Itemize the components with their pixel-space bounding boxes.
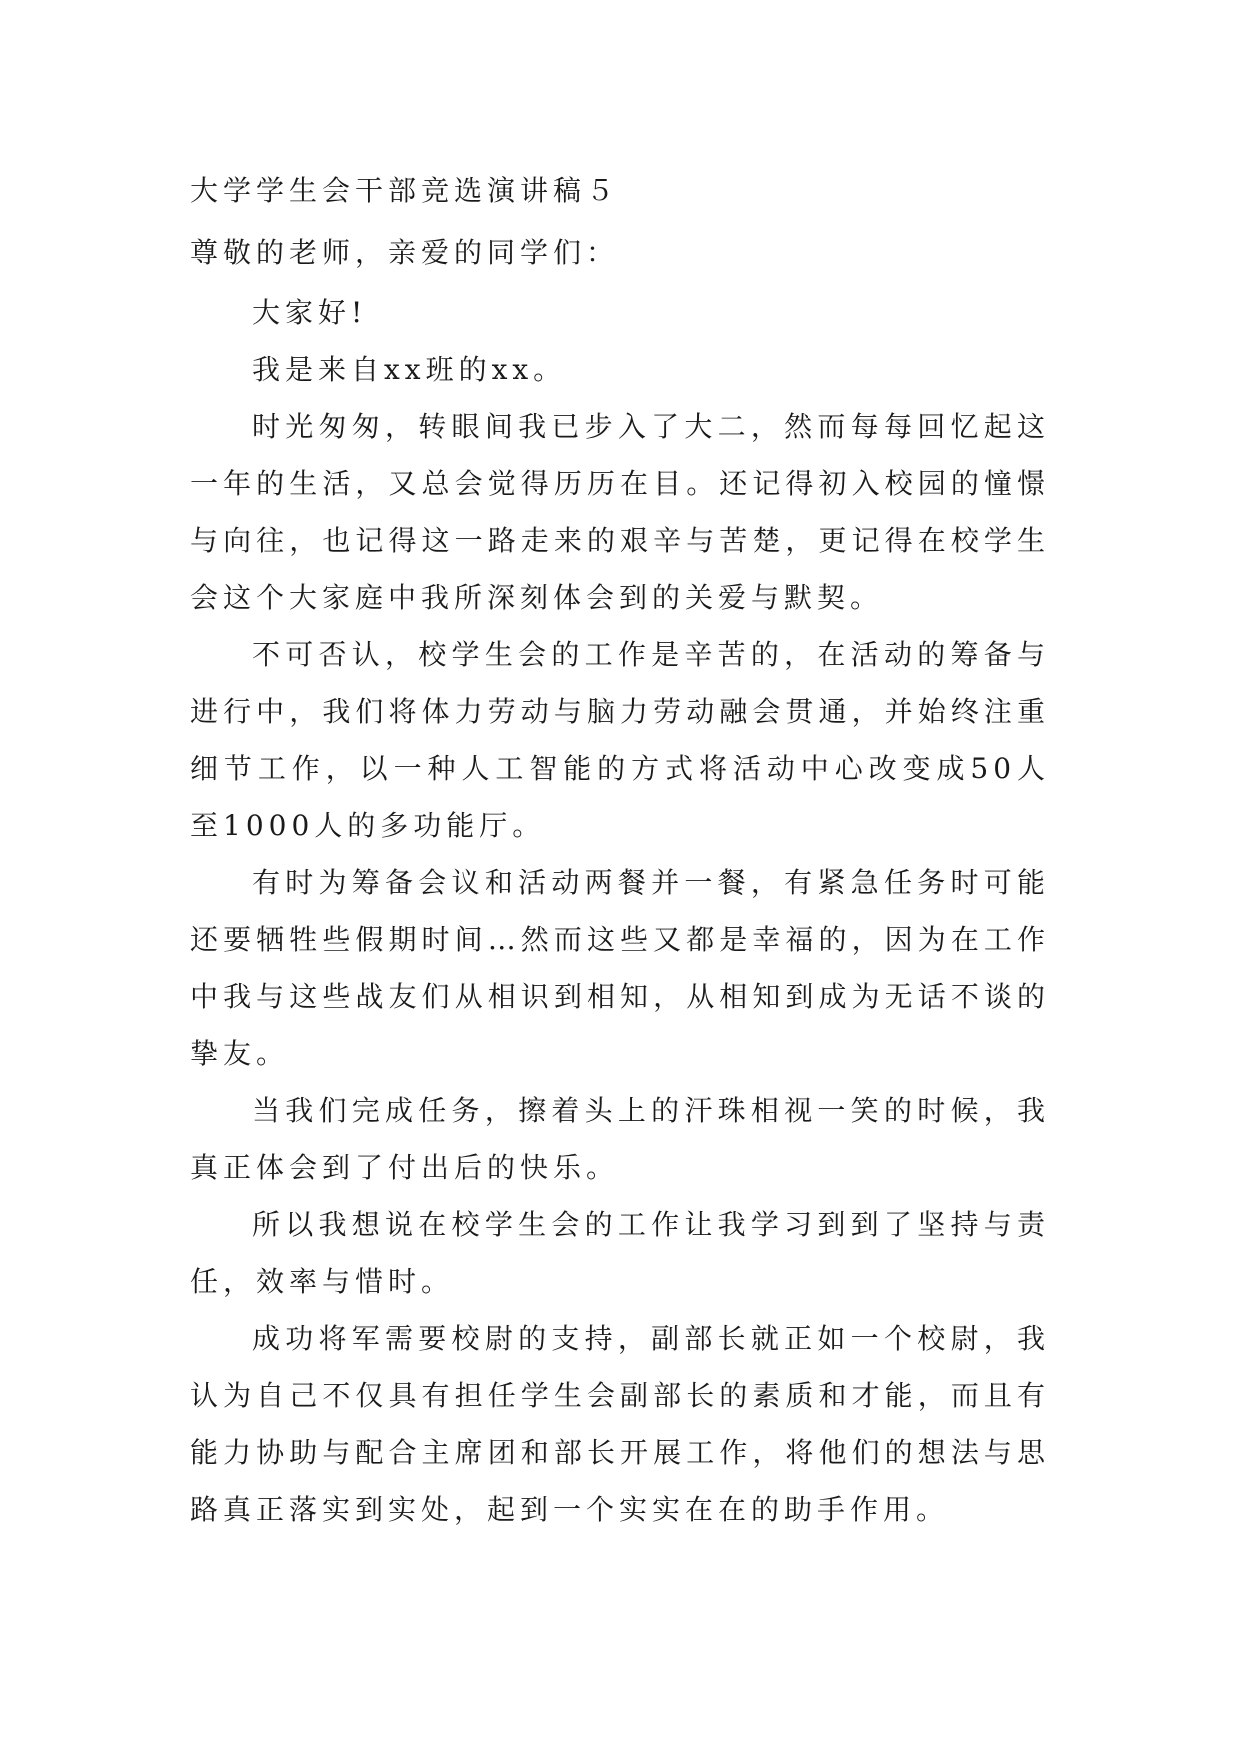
salutation: 尊敬的老师，亲爱的同学们： — [190, 236, 620, 269]
paragraph-happiness: 当我们完成任务，擦着头上的汗珠相视一笑的时候，我真正体会到了付出后的快乐。 — [190, 1094, 1050, 1184]
paragraph-memories: 时光匆匆，转眼间我已步入了大二，然而每每回忆起这一年的生活，又总会觉得历历在目。还记得初入校园的憧憬与向往，也记得这一路走来的艰辛与苦楚，更记得在校学生会这个大家庭中我所深刻体会到的关爱与默契。 — [190, 410, 1050, 614]
paragraph-lessons: 所以我想说在校学生会的工作让我学习到到了坚持与责任，效率与惜时。 — [190, 1208, 1050, 1298]
paragraph-qualification: 成功将军需要校尉的支持，副部长就正如一个校尉，我认为自己不仅具有担任学生会副部长的素质和才能，而且有能力协助与配合主席团和部长开展工作，将他们的想法与思路真正落实到实处，起到一个实实在在的助手作用。 — [190, 1322, 1050, 1526]
document-page — [190, 160, 1050, 1538]
document-title: 大学学生会干部竞选演讲稿５ — [190, 174, 620, 207]
paragraph-introduction: 我是来自xx班的xx。 — [252, 353, 567, 386]
paragraph-sacrifice: 有时为筹备会议和活动两餐并一餐，有紧急任务时可能还要牺牲些假期时间…然而这些又都是幸福的，因为在工作中我与这些战友们从相识到相知，从相知到成为无话不谈的挚友。 — [190, 866, 1050, 1070]
paragraph-greeting: 大家好! — [252, 296, 368, 329]
paragraph-hard-work: 不可否认，校学生会的工作是辛苦的，在活动的筹备与进行中，我们将体力劳动与脑力劳动融会贯通，并始终注重细节工作，以一种人工智能的方式将活动中心改变成50人至1000人的多功能厅。 — [190, 638, 1050, 842]
